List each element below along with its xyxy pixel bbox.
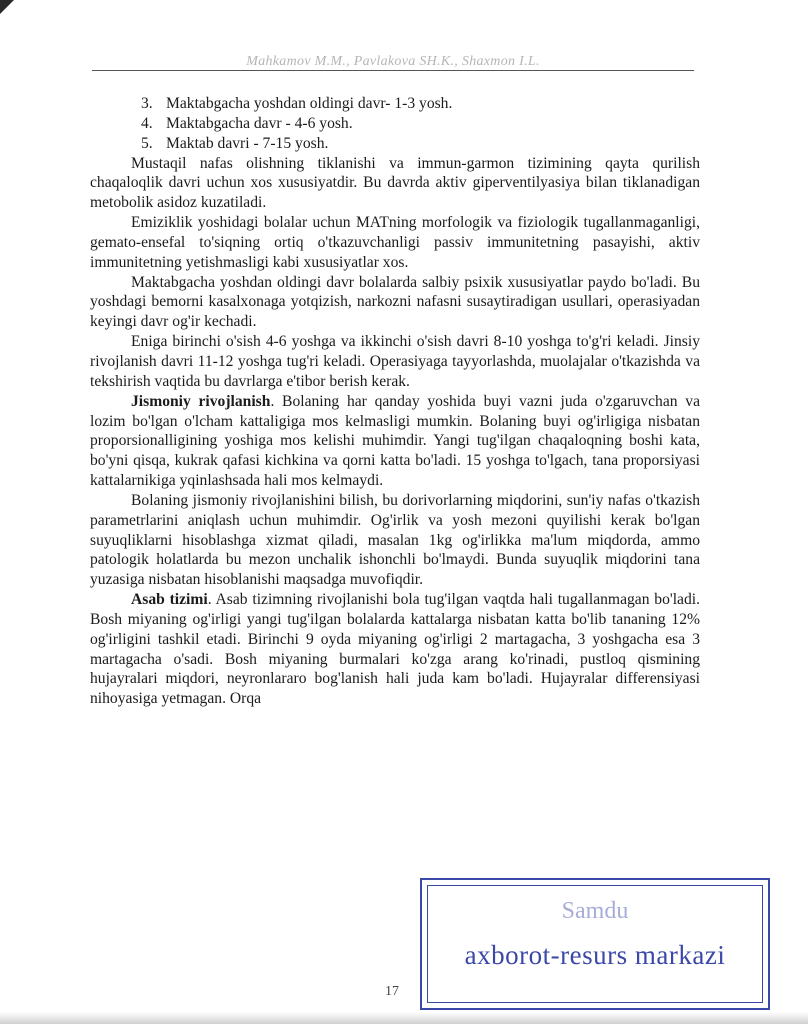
page-number: 17 <box>385 984 399 999</box>
paragraph <box>90 392 700 491</box>
paragraph-text: . Bolaning har qanday yoshida buyi vazni juda o'zgaruvchan va lozim bo'lgan o'lcham kattaligiga mos kelmasligi mumkin. Bolaning buyi og'irligiga nisbatan proporsionalligining yoshiga mos kelishi muhimdir. Yangi tug'ilgan chaqaloqning boshi kata, bo'yni qisqa, kukrak qafasi kichkina va qorni katta bo'ladi. 15 yoshga to'lgach, tana proporsiyasi kattalarnikiga yqinlashsada hali mos kelmaydi. <box>90 392 700 490</box>
list-number: 3. <box>141 95 153 112</box>
paragraph: Eniga birinchi o'sish 4-6 yoshga va ikkinchi o'sish davri 8-10 yoshga to'g'ri keladi. Jinsiy rivojlanish davri 11-12 yoshga tug'ri keladi. Operasiyaga tayyorlashda, muolajalar o'tkazishda va tekshirish vaqtida bu davrlarga e'tibor berish kerak. <box>90 333 700 390</box>
running-title: Mahkamov M.M., Pavlakova SH.K., Shaxmon I.L. <box>238 54 548 69</box>
list-number: 4. <box>141 114 153 132</box>
scan-bottom-shadow <box>0 1012 808 1024</box>
section-heading-nervous-system: Asab tizimi <box>131 591 208 609</box>
list-text: Maktabgacha davr - 4-6 yosh. <box>166 114 353 132</box>
running-header <box>92 54 694 74</box>
list-text: Maktabgacha yoshdan oldingi davr- 1-3 yosh. <box>166 95 453 112</box>
header-rule <box>92 70 694 71</box>
section-heading-physical-development: Jismoniy rivojlanish <box>131 392 271 410</box>
list-text: Maktab davri - 7-15 yosh. <box>166 134 329 152</box>
paragraph: Mustaqil nafas olishning tiklanishi va immun-garmon tizimining qayta qurilish chaqaloqlik davri uchun xos xususiyatdir. Bu davrda aktiv giperventilyasiya bilan tiklanadigan metobolik asidoz kuzatiladi. <box>90 154 700 212</box>
list-item <box>90 114 700 134</box>
scan-corner-mark <box>0 0 14 14</box>
paragraph: Maktabgacha yoshdan oldingi davr bolalarda salbiy psixik xususiyatlar paydo bo'ladi. Bu yoshdagi bemorni kasalxonaga yotqizish, narkozni nafasni susaytiradigan usullari, operasiyadan keyingi davr og'ir kechadi. <box>90 273 700 331</box>
stamp-line-1: Samdu <box>561 898 629 924</box>
list-number: 5. <box>141 134 153 152</box>
paragraph-text: . Asab tizimning rivojlanishi bola tug'ilgan vaqtda hali tugallanmagan bo'ladi. Bosh miyaning og'irligi yangi tug'ilgan bolalarda kattalarga nisbatan katta bo'lib tananing 12% og'irligini tashkil etadi. Birinchi 9 oyda miyaning og'irligi 2 martagacha, 3 yoshgacha esa 3 martagacha o'sadi. Bosh miyaning burmalari ko'zga arang ko'rinadi, pustloq qismining hujayralari miqdori, neyronlararo bog'lanish hali juda kam bo'ladi. Hujayralar differensiyasi nihoyasiga yetmagan. Orqa <box>90 591 700 708</box>
library-stamp <box>420 878 770 1010</box>
list-item <box>90 134 700 154</box>
list-item <box>90 94 700 114</box>
paragraph <box>90 590 700 709</box>
paragraph: Emiziklik yoshidagi bolalar uchun MATning morfologik va fiziologik tugallanmaganligi, gemato-ensefal to'siqning ortiq o'tkazuvchanligi passiv immunitetning pasayishi, aktiv immunitetning yetishmasligi kabi xususiyatlar xos. <box>90 214 700 271</box>
paragraph: Bolaning jismoniy rivojlanishini bilish, bu dorivorlarning miqdorini, sun'iy nafas o'tkazish parametrlarini aniqlash uchun muhimdir. Og'irlik va yosh mezoni quyilishi kerak bo'lgan suyuqliklarni hisoblashga xizmat qiladi, masalan 1kg og'irlikka ma'lum miqdorda, ammo patologik holatlarda bu mezon unchalik ishonchli bo'lmaydi. Bunda suyuqlik miqdorini tana yuzasiga nisbatan hisoblanishi maqsadga muvofiqdir. <box>90 491 700 589</box>
stamp-line-2: axborot-resurs markazi <box>464 940 726 970</box>
page-body <box>90 94 700 709</box>
